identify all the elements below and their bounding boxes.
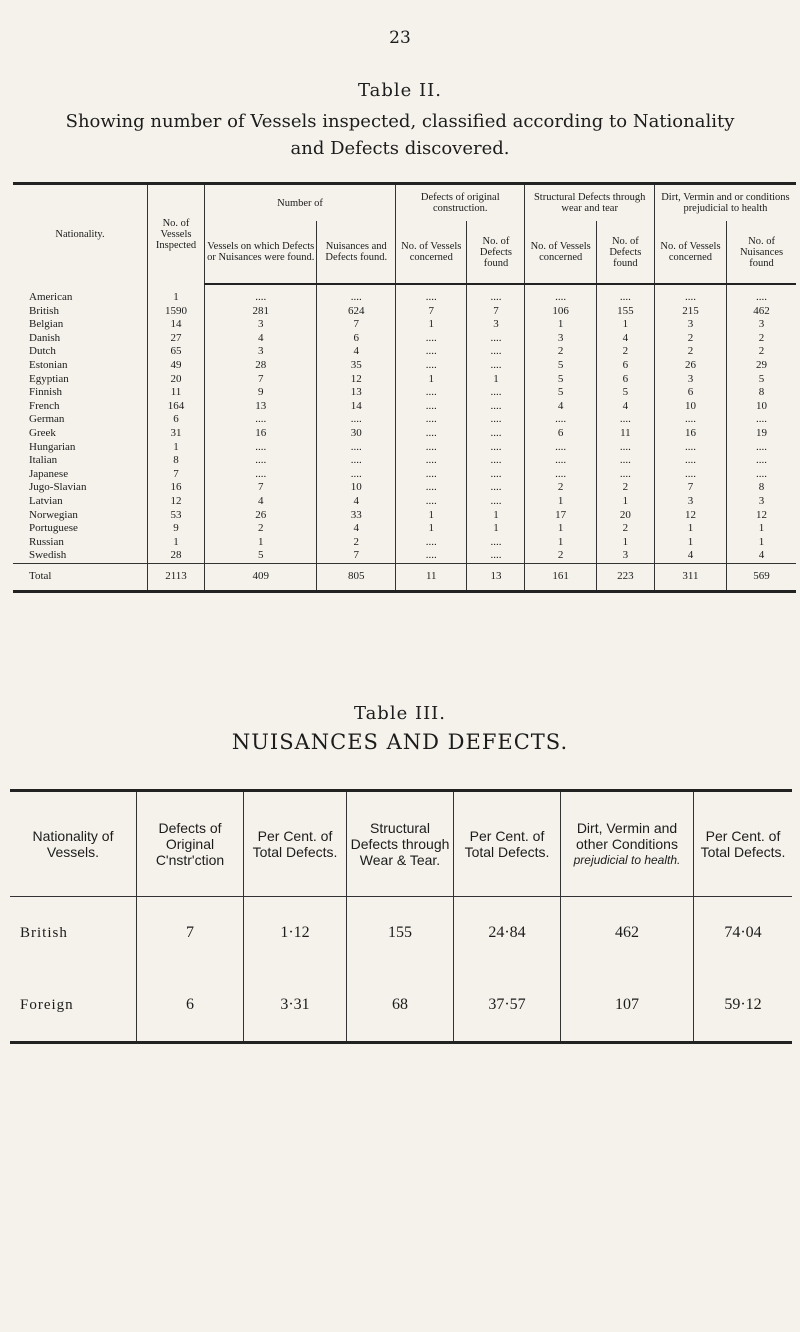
count-cell: 12 <box>148 495 205 509</box>
count-cell: 26 <box>654 359 726 373</box>
t3-cell: 68 <box>347 969 454 1043</box>
table-row <box>10 969 792 1043</box>
t3-header-percent-dirt: Per Cent. of Total Defects. <box>694 791 793 897</box>
t3-header-nationality: Nationality of Vessels. <box>10 791 137 897</box>
count-cell: 12 <box>654 509 726 523</box>
count-cell: 3 <box>654 373 726 387</box>
t3-header-percent-structural: Per Cent. of Total Defects. <box>454 791 561 897</box>
count-cell: 9 <box>205 386 317 400</box>
count-cell: .... <box>467 454 525 468</box>
count-cell: 164 <box>148 400 205 414</box>
count-cell: 3 <box>205 345 317 359</box>
count-cell: 155 <box>596 305 654 319</box>
count-cell: 1 <box>467 373 525 387</box>
t3-cell: 74·04 <box>694 897 793 970</box>
count-cell: .... <box>396 400 467 414</box>
count-cell: 3 <box>596 549 654 563</box>
count-cell: .... <box>467 345 525 359</box>
count-cell: .... <box>467 284 525 305</box>
count-cell: 1 <box>525 318 596 332</box>
count-cell: 1590 <box>148 305 205 319</box>
count-cell: .... <box>396 454 467 468</box>
count-cell: 16 <box>148 481 205 495</box>
count-cell: 10 <box>317 481 396 495</box>
table-row <box>13 536 796 550</box>
count-cell: .... <box>596 454 654 468</box>
count-cell: .... <box>525 468 596 482</box>
count-cell: 28 <box>148 549 205 563</box>
table-row <box>13 413 796 427</box>
count-cell: .... <box>317 441 396 455</box>
count-cell: .... <box>467 359 525 373</box>
count-cell: 49 <box>148 359 205 373</box>
count-cell: 1 <box>467 522 525 536</box>
count-cell: 624 <box>317 305 396 319</box>
t3-header-structural: Structural Defects through Wear & Tear. <box>347 791 454 897</box>
count-cell: 805 <box>317 563 396 591</box>
count-cell: .... <box>654 468 726 482</box>
count-cell: 13 <box>205 400 317 414</box>
t3-cell: 107 <box>561 969 694 1043</box>
count-cell: 7 <box>148 468 205 482</box>
nationality-cell: Total <box>13 563 148 591</box>
count-cell: .... <box>317 454 396 468</box>
t3-cell: 1·12 <box>244 897 347 970</box>
count-cell: 4 <box>654 549 726 563</box>
t3-cell: British <box>20 924 68 941</box>
count-cell: .... <box>317 468 396 482</box>
count-cell: 31 <box>148 427 205 441</box>
count-cell: .... <box>467 495 525 509</box>
table-row <box>13 400 796 414</box>
t3-cell: 24·84 <box>454 897 561 970</box>
count-cell: .... <box>467 468 525 482</box>
count-cell: 3 <box>205 318 317 332</box>
t3-cell: 6 <box>137 969 244 1043</box>
count-cell: 30 <box>317 427 396 441</box>
total-row <box>13 563 796 591</box>
header-vessels-defects: Vessels on which Defects or Nuisances were found. <box>205 221 317 284</box>
count-cell: 4 <box>317 495 396 509</box>
count-cell: 6 <box>596 359 654 373</box>
table-row <box>13 454 796 468</box>
count-cell: 8 <box>727 386 796 400</box>
count-cell: 161 <box>525 563 596 591</box>
count-cell: 29 <box>727 359 796 373</box>
header-structural-defects: No. of Defects found <box>596 221 654 284</box>
t3-header-dirt <box>561 791 694 897</box>
count-cell: .... <box>525 441 596 455</box>
count-cell: 2 <box>727 332 796 346</box>
t3-cell: 3·31 <box>244 969 347 1043</box>
count-cell: 4 <box>727 549 796 563</box>
count-cell: 6 <box>654 386 726 400</box>
count-cell: 409 <box>205 563 317 591</box>
count-cell: .... <box>396 386 467 400</box>
count-cell: 1 <box>396 522 467 536</box>
count-cell: .... <box>396 441 467 455</box>
table-row <box>13 481 796 495</box>
header-nationality: Nationality. <box>13 184 148 285</box>
header-original-vessels: No. of Vessels concerned <box>396 221 467 284</box>
header-dirt: Dirt, Vermin and or conditions prejudicial to health <box>654 184 796 222</box>
count-cell: .... <box>467 536 525 550</box>
count-cell: 27 <box>148 332 205 346</box>
count-cell: 28 <box>205 359 317 373</box>
count-cell: .... <box>467 549 525 563</box>
count-cell: 11 <box>396 563 467 591</box>
table-row <box>13 305 796 319</box>
count-cell: .... <box>596 468 654 482</box>
count-cell: 20 <box>596 509 654 523</box>
count-cell: 2 <box>525 345 596 359</box>
count-cell: 13 <box>467 563 525 591</box>
header-number-of: Number of <box>205 184 396 222</box>
table-row <box>13 373 796 387</box>
count-cell: 1 <box>396 373 467 387</box>
count-cell: 16 <box>654 427 726 441</box>
count-cell: .... <box>317 284 396 305</box>
t3-cell: Foreign <box>10 969 137 1043</box>
table3-title: Table III. <box>353 703 447 724</box>
nationality-cell: Italian <box>29 454 58 467</box>
nationality-cell: German <box>29 413 65 426</box>
count-cell: .... <box>654 413 726 427</box>
table3-subtitle: NUISANCES AND DEFECTS. <box>231 730 569 754</box>
count-cell: 10 <box>727 400 796 414</box>
count-cell: .... <box>596 284 654 305</box>
count-cell: 1 <box>396 509 467 523</box>
table-row <box>13 318 796 332</box>
count-cell: 569 <box>727 563 796 591</box>
count-cell: .... <box>467 427 525 441</box>
count-cell: 2 <box>727 345 796 359</box>
nationality-cell: Hungarian <box>29 440 76 453</box>
count-cell: .... <box>467 441 525 455</box>
count-cell: .... <box>205 468 317 482</box>
count-cell: 1 <box>525 536 596 550</box>
table-row <box>13 549 796 563</box>
count-cell: 4 <box>525 400 596 414</box>
count-cell: 1 <box>396 318 467 332</box>
t3-cell: 462 <box>561 897 694 970</box>
header-original: Defects of original construction. <box>396 184 525 222</box>
count-cell: .... <box>727 441 796 455</box>
count-cell: .... <box>525 413 596 427</box>
count-cell: 1 <box>654 522 726 536</box>
count-cell: 223 <box>596 563 654 591</box>
count-cell: .... <box>205 454 317 468</box>
count-cell: 17 <box>525 509 596 523</box>
count-cell: 2 <box>596 345 654 359</box>
table-row <box>13 386 796 400</box>
nationality-cell: Russian <box>29 535 64 548</box>
count-cell: 3 <box>727 318 796 332</box>
count-cell: 6 <box>525 427 596 441</box>
count-cell: 11 <box>596 427 654 441</box>
table-row <box>13 332 796 346</box>
count-cell: 2 <box>654 332 726 346</box>
count-cell: .... <box>396 481 467 495</box>
t3-header-original: Defects of Original C'nstr'ction <box>137 791 244 897</box>
count-cell: 6 <box>596 373 654 387</box>
count-cell: 7 <box>317 318 396 332</box>
count-cell: 5 <box>205 549 317 563</box>
nationality-cell: Dutch <box>29 345 56 358</box>
nationality-cell: British <box>29 304 59 317</box>
count-cell: 3 <box>467 318 525 332</box>
count-cell: 12 <box>317 373 396 387</box>
count-cell: 5 <box>596 386 654 400</box>
table-row <box>13 284 796 305</box>
count-cell: .... <box>596 441 654 455</box>
count-cell: 2 <box>596 481 654 495</box>
count-cell: 1 <box>148 536 205 550</box>
count-cell: 1 <box>148 441 205 455</box>
count-cell: 4 <box>205 495 317 509</box>
count-cell: .... <box>396 359 467 373</box>
count-cell: 53 <box>148 509 205 523</box>
count-cell: 19 <box>727 427 796 441</box>
count-cell: 4 <box>205 332 317 346</box>
count-cell: 1 <box>467 509 525 523</box>
table-row <box>13 509 796 523</box>
count-cell: 4 <box>317 345 396 359</box>
count-cell: .... <box>654 284 726 305</box>
table-row <box>13 522 796 536</box>
count-cell: .... <box>396 495 467 509</box>
count-cell: 1 <box>148 284 205 305</box>
header-structural: Structural Defects through wear and tear <box>525 184 654 222</box>
count-cell: 3 <box>525 332 596 346</box>
count-cell: .... <box>467 400 525 414</box>
count-cell: 5 <box>727 373 796 387</box>
count-cell: 2 <box>205 522 317 536</box>
t3-cell: 37·57 <box>454 969 561 1043</box>
count-cell: 2 <box>317 536 396 550</box>
nationality-cell: Danish <box>29 331 61 344</box>
t3-cell: 7 <box>137 897 244 970</box>
count-cell: 2 <box>596 522 654 536</box>
count-cell: 65 <box>148 345 205 359</box>
count-cell: .... <box>525 284 596 305</box>
count-cell: 5 <box>525 373 596 387</box>
table2-subtitle: Showing number of Vessels inspected, classified according to Nationality and Defects discovered. <box>65 111 735 159</box>
count-cell: 6 <box>148 413 205 427</box>
table2-title: Table II. <box>358 80 442 101</box>
t3-cell: 59·12 <box>694 969 793 1043</box>
count-cell: 5 <box>525 359 596 373</box>
count-cell: 16 <box>205 427 317 441</box>
t3-header-dirt-printed: Dirt, Vermin and other Conditions <box>576 820 678 852</box>
count-cell: .... <box>467 332 525 346</box>
count-cell: 7 <box>317 549 396 563</box>
t3-header-dirt-handwritten: prejudicial to health. <box>573 853 681 867</box>
count-cell: .... <box>205 284 317 305</box>
count-cell: 7 <box>467 305 525 319</box>
count-cell: .... <box>205 441 317 455</box>
count-cell: .... <box>525 454 596 468</box>
table-row <box>13 427 796 441</box>
count-cell: .... <box>396 549 467 563</box>
count-cell: 12 <box>727 509 796 523</box>
nationality-cell: Belgian <box>29 318 64 331</box>
count-cell: 2 <box>525 549 596 563</box>
count-cell: .... <box>596 413 654 427</box>
count-cell: 215 <box>654 305 726 319</box>
count-cell: 2 <box>654 345 726 359</box>
count-cell: .... <box>396 284 467 305</box>
count-cell: 8 <box>148 454 205 468</box>
count-cell: 1 <box>654 536 726 550</box>
count-cell: 13 <box>317 386 396 400</box>
table-row <box>13 495 796 509</box>
nationality-cell: Portuguese <box>29 522 78 535</box>
count-cell: 1 <box>596 495 654 509</box>
count-cell: .... <box>396 345 467 359</box>
page-number: 23 <box>389 28 411 48</box>
count-cell: 14 <box>317 400 396 414</box>
table2 <box>13 182 796 593</box>
count-cell: 2 <box>525 481 596 495</box>
nationality-cell: Swedish <box>29 549 67 562</box>
count-cell: .... <box>727 284 796 305</box>
count-cell: 20 <box>148 373 205 387</box>
count-cell: 35 <box>317 359 396 373</box>
count-cell: 7 <box>654 481 726 495</box>
count-cell: .... <box>467 386 525 400</box>
table-row <box>13 441 796 455</box>
count-cell: 4 <box>596 332 654 346</box>
t3-header-percent-original: Per Cent. of Total Defects. <box>244 791 347 897</box>
count-cell: 33 <box>317 509 396 523</box>
count-cell: 2113 <box>148 563 205 591</box>
count-cell: 311 <box>654 563 726 591</box>
header-inspected: No. of Vessels Inspected <box>148 184 205 285</box>
count-cell: 1 <box>525 522 596 536</box>
nationality-cell: Finnish <box>29 386 63 399</box>
nationality-cell: Japanese <box>29 467 69 480</box>
count-cell: .... <box>396 536 467 550</box>
count-cell: .... <box>467 413 525 427</box>
count-cell: 1 <box>727 522 796 536</box>
count-cell: 7 <box>205 373 317 387</box>
count-cell: 281 <box>205 305 317 319</box>
count-cell: .... <box>396 332 467 346</box>
nationality-cell: Greek <box>29 426 56 439</box>
count-cell: .... <box>396 413 467 427</box>
count-cell: .... <box>654 454 726 468</box>
count-cell: 6 <box>317 332 396 346</box>
count-cell: 14 <box>148 318 205 332</box>
count-cell: 1 <box>727 536 796 550</box>
count-cell: 10 <box>654 400 726 414</box>
count-cell: .... <box>467 481 525 495</box>
header-original-defects: No. of Defects found <box>467 221 525 284</box>
count-cell: .... <box>727 468 796 482</box>
nationality-cell: Estonian <box>29 358 68 371</box>
count-cell: .... <box>654 441 726 455</box>
count-cell: 11 <box>148 386 205 400</box>
count-cell: 26 <box>205 509 317 523</box>
t3-cell: 155 <box>347 897 454 970</box>
table-row <box>13 359 796 373</box>
count-cell: 1 <box>596 536 654 550</box>
count-cell: .... <box>727 413 796 427</box>
count-cell: 7 <box>396 305 467 319</box>
count-cell: 1 <box>205 536 317 550</box>
count-cell: .... <box>205 413 317 427</box>
count-cell: 3 <box>654 318 726 332</box>
count-cell: 9 <box>148 522 205 536</box>
count-cell: 5 <box>525 386 596 400</box>
count-cell: .... <box>727 454 796 468</box>
header-dirt-nuisances: No. of Nuisances found <box>727 221 796 284</box>
nationality-cell: American <box>29 290 73 303</box>
count-cell: 1 <box>525 495 596 509</box>
table-row <box>10 897 792 970</box>
nationality-cell: Latvian <box>29 494 63 507</box>
count-cell: .... <box>396 468 467 482</box>
table-row <box>13 468 796 482</box>
header-structural-vessels: No. of Vessels concerned <box>525 221 596 284</box>
count-cell: 106 <box>525 305 596 319</box>
table-row <box>13 345 796 359</box>
nationality-cell: Norwegian <box>29 508 78 521</box>
count-cell: 8 <box>727 481 796 495</box>
count-cell: .... <box>317 413 396 427</box>
nationality-cell: Jugo-Slavian <box>29 481 87 494</box>
count-cell: 1 <box>596 318 654 332</box>
count-cell: 3 <box>654 495 726 509</box>
header-nuisances-defects: Nuisances and Defects found. <box>317 221 396 284</box>
count-cell: 7 <box>205 481 317 495</box>
count-cell: .... <box>396 427 467 441</box>
table3 <box>10 789 792 1044</box>
nationality-cell: French <box>29 399 60 412</box>
count-cell: 4 <box>317 522 396 536</box>
count-cell: 4 <box>596 400 654 414</box>
header-dirt-vessels: No. of Vessels concerned <box>654 221 726 284</box>
count-cell: 3 <box>727 495 796 509</box>
nationality-cell: Egyptian <box>29 372 69 385</box>
count-cell: 462 <box>727 305 796 319</box>
